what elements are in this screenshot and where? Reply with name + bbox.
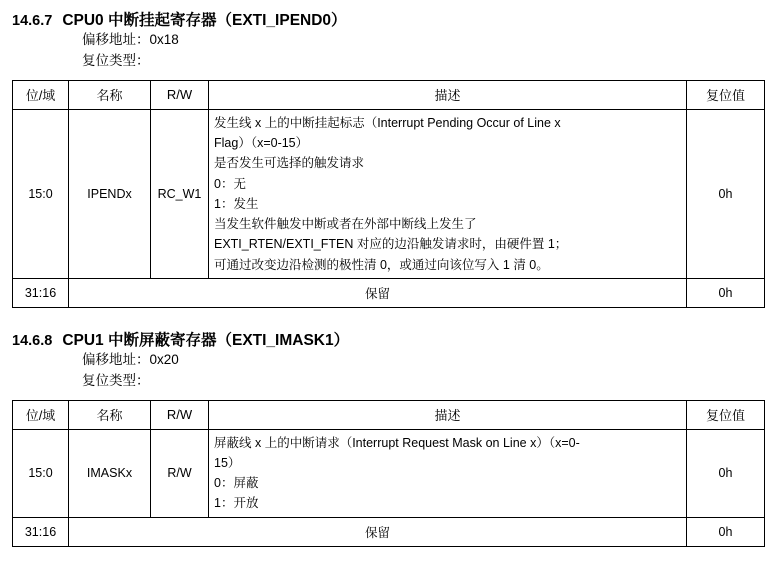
header-description: 描述 [209,400,687,429]
cell-reset-value: 0h [687,109,765,278]
cell-reserved: 保留 [69,517,687,546]
section-14-6-8 [0,328,782,547]
desc-line: 15） [214,455,241,470]
section-number: 14.6.8 [12,332,53,349]
header-bits: 位/域 [13,400,69,429]
cell-rw: RC_W1 [151,109,209,278]
cell-bits: 15:0 [13,109,69,278]
table-row [13,278,765,307]
desc-line: 1：发生 [214,196,259,211]
cell-reset-value: 0h [687,278,765,307]
register-table-imask1 [12,400,765,547]
header-rw: R/W [151,400,209,429]
cell-description [209,109,687,278]
section-title: CPU0 中断挂起寄存器（EXTI_IPEND0） [62,12,347,29]
header-bits: 位/域 [13,80,69,109]
cell-description [209,429,687,517]
header-description: 描述 [209,80,687,109]
section-14-6-7 [0,8,782,308]
table-row [13,429,765,517]
offset-address-line: 偏移地址：0x20 [82,351,179,367]
spacer [0,392,782,400]
desc-line: 屏蔽线 x 上的中断请求（Interrupt Request Mask on Line x）（x=0- [214,435,580,450]
section-gap [0,308,782,328]
reset-type-line: 复位类型： [82,372,150,388]
header-name: 名称 [69,400,151,429]
table-header-row [13,400,765,429]
desc-line: 0：屏蔽 [214,476,259,491]
cell-name: IMASKx [69,429,151,517]
cell-rw: R/W [151,429,209,517]
table-header-row [13,80,765,109]
cell-bits: 31:16 [13,517,69,546]
desc-line: Flag）（x=0-15） [214,136,309,151]
desc-line: 0：无 [214,176,246,191]
offset-address-line: 偏移地址：0x18 [82,32,179,47]
section-title: CPU1 中断屏蔽寄存器（EXTI_IMASK1） [62,331,350,349]
reset-type-line: 复位类型： [82,52,150,68]
desc-line: 发生线 x 上的中断挂起标志（Interrupt Pending Occur of Line x [214,115,561,130]
spacer [0,72,782,80]
table-row [13,517,765,546]
section-number: 14.6.7 [12,13,53,29]
table-row [13,109,765,278]
cell-reset-value: 0h [687,429,765,517]
desc-line: 是否发生可选择的触发请求 [214,156,365,171]
cell-name: IPENDx [69,109,151,278]
header-reset-value: 复位值 [687,80,765,109]
section-heading [0,8,782,30]
header-name: 名称 [69,80,151,109]
cell-bits: 15:0 [13,429,69,517]
cell-reset-value: 0h [687,517,765,546]
cell-reserved: 保留 [69,278,687,307]
header-rw: R/W [151,80,209,109]
desc-line: 1：开放 [214,496,259,511]
desc-line: EXTI_RTEN/EXTI_FTEN 对应的边沿触发请求时，由硬件置 1； [214,237,568,252]
cell-bits: 31:16 [13,278,69,307]
page-top-spacer [0,0,782,8]
section-heading [0,328,782,350]
desc-line: 可通过改变边沿检测的极性清 0，或通过向该位写入 1 清 0。 [214,257,549,272]
register-table-ipend0 [12,80,765,308]
desc-line: 当发生软件触发中断或者在外部中断线上发生了 [214,217,477,232]
header-reset-value: 复位值 [687,400,765,429]
